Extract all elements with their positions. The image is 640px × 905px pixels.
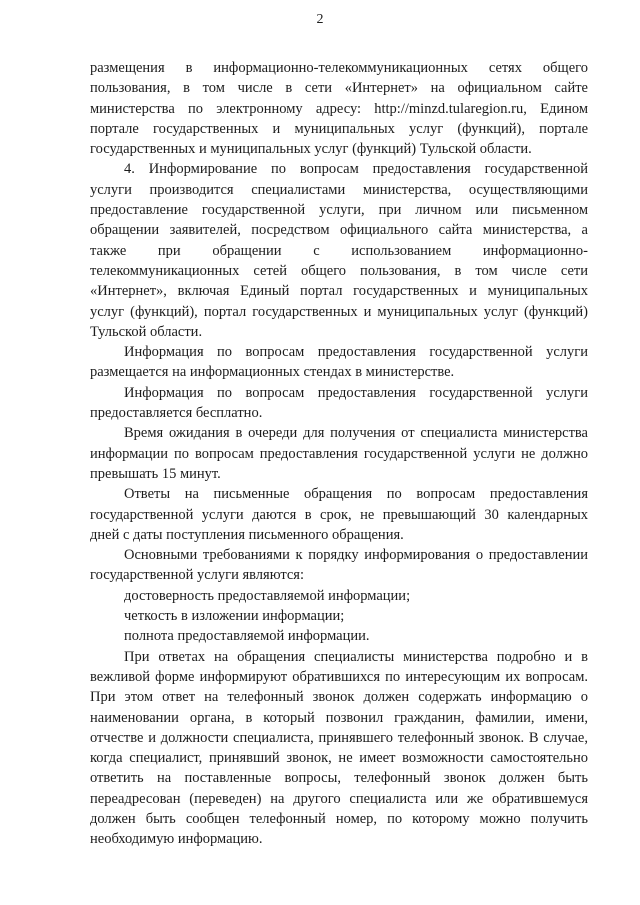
text-line: телекоммуникационных сетей общего пользования, в том числе сети: [90, 262, 588, 279]
text-line: министерства по электронному адресу: http://minzd.tularegion.ru, Едином: [90, 100, 588, 117]
paragraph: [90, 586, 588, 606]
text-line: услуг (функций), портал государственных и муниципальных услуг (функций): [90, 303, 588, 320]
paragraph: [90, 58, 588, 159]
page-number: 2: [316, 12, 324, 27]
text-line: должен быть сообщен телефонный номер, по которому можно получить: [90, 810, 588, 827]
text-line: четкость в изложении информации;: [124, 608, 345, 625]
paragraph: [90, 159, 588, 342]
paragraph: [90, 484, 588, 545]
text-line: государственной услуги являются:: [90, 567, 304, 584]
text-line: размещается на информационных стендах в министерстве.: [90, 364, 455, 381]
text-line: ответить на поставленные вопросы, телефонный звонок должен быть: [90, 770, 588, 787]
paragraph: [90, 342, 588, 383]
text-line: Время ожидания в очереди для получения от специалиста министерства: [124, 425, 588, 442]
text-line: полнота предоставляемой информации.: [124, 628, 370, 645]
paragraph: [90, 626, 588, 646]
text-line: 4. Информирование по вопросам предоставления государственной: [124, 161, 588, 178]
text-line: наименовании органа, в который позвонил гражданин, фамилии, имени,: [90, 709, 588, 726]
text-line: При ответах на обращения специалисты министерства подробно и в: [124, 648, 588, 665]
text-line: информации по вопросам предоставления государственной услуги не должно: [90, 445, 588, 462]
document-body: [90, 58, 588, 850]
paragraph: [90, 606, 588, 626]
text-line: При этом ответ на телефонный звонок должен содержать информацию о: [90, 689, 588, 706]
text-line: Информация по вопросам предоставления государственной услуги: [124, 384, 588, 401]
text-line: когда специалист, принявший звонок, не имеет возможности самостоятельно: [90, 750, 588, 767]
text-line: «Интернет», включая Единый портал государственных и муниципальных: [90, 283, 588, 300]
paragraph: [90, 383, 588, 424]
text-line: вежливой форме информируют обратившихся по интересующим их вопросам.: [90, 668, 588, 685]
text-line: Основными требованиями к порядку информирования о предоставлении: [124, 547, 588, 564]
text-line: пользования, в том числе в сети «Интернет» на официальном сайте: [90, 80, 588, 97]
text-line: также при обращении с использованием информационно-: [90, 242, 588, 259]
text-line: размещения в информационно-телекоммуникационных сетях общего: [90, 60, 588, 76]
text-line: переадресован (переведен) на другого специалиста или же обратившемуся: [90, 790, 588, 807]
text-line: превышать 15 минут.: [90, 465, 221, 482]
paragraph: [90, 647, 588, 850]
text-line: государственных и муниципальных услуг (функций) Тульской области.: [90, 141, 532, 158]
text-line: Ответы на письменные обращения по вопросам предоставления: [124, 486, 588, 503]
text-line: предоставляется бесплатно.: [90, 405, 263, 422]
text-line: предоставление государственной услуги, при личном или письменном: [90, 202, 588, 219]
text-line: отчестве и должности специалиста, принявшего телефонный звонок. В случае,: [90, 729, 588, 746]
text-line: государственной услуги даются в срок, не превышающий 30 календарных: [90, 506, 588, 523]
text-line: достоверность предоставляемой информации;: [124, 587, 411, 604]
paragraph: [90, 423, 588, 484]
text-line: дней с даты поступления письменного обращения.: [90, 526, 404, 543]
text-line: Тульской области.: [90, 323, 203, 340]
text-line: услуги производится специалистами министерства, осуществляющими: [90, 181, 588, 198]
paragraph: [90, 545, 588, 586]
text-line: портале государственных и муниципальных услуг (функций), портале: [90, 120, 588, 137]
text-line: Информация по вопросам предоставления государственной услуги: [124, 344, 588, 361]
text-line: необходимую информацию.: [90, 831, 263, 848]
text-line: обращении заявителей, посредством официального сайта министерства, а: [90, 222, 588, 239]
